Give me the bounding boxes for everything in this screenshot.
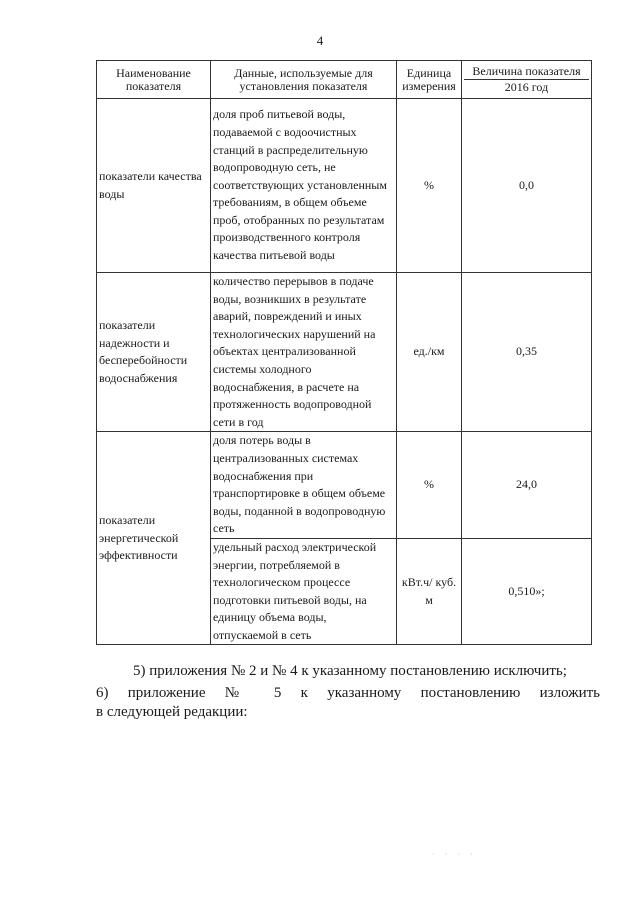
header-value [462, 61, 592, 99]
row-value: 0,35 [462, 273, 592, 432]
table-row [97, 99, 592, 273]
indicators-table [96, 60, 592, 645]
row-value: 0,510»; [462, 538, 592, 645]
row-unit: % [397, 432, 462, 539]
row-data: доля потерь воды в централизованных системах водоснабжения при транспортировке в общем объеме воды, поданной в водопроводную сеть [211, 432, 397, 539]
row-name: показатели энергетической эффективности [97, 432, 211, 645]
row-data: доля проб питьевой воды, подаваемой с водоочистных станций в распределительную водопроводную сеть, не соответствующих установленным требованиям, в общем объеме проб, отобранных по результатам производственного контроля качества питьевой воды [211, 99, 397, 273]
table-row [97, 273, 592, 432]
scan-speckle: · · · · [432, 850, 477, 859]
page-number: 4 [316, 33, 324, 48]
header-value-title: Величина показателя [472, 64, 581, 78]
row-name: показатели качества воды [97, 99, 211, 273]
header-data: Данные, используемые для установления показателя [211, 61, 397, 99]
row-unit: % [397, 99, 462, 273]
row-unit: ед./км [397, 273, 462, 432]
table-header-row [97, 61, 592, 99]
header-name: Наименование показателя [97, 61, 211, 99]
row-unit: кВт.ч/ куб. м [397, 538, 462, 645]
row-name: показатели надежности и бесперебойности водоснабжения [97, 273, 211, 432]
row-data: количество перерывов в подаче воды, возникших в результате аварий, повреждений и иных технологических нарушений на объектах централизованной системы холодного водоснабжения, в расчете на протяженность водопроводной сети в год [211, 273, 397, 432]
header-unit: Единица измерения [397, 61, 462, 99]
table-row [97, 432, 592, 539]
row-value: 24,0 [462, 432, 592, 539]
header-value-year: 2016 год [464, 79, 589, 96]
paragraph-6-line-2: в следующей редакции: [96, 704, 248, 720]
paragraph-6-line-1: 6) приложение № 5 к указанному постановлению изложить [96, 685, 600, 701]
row-data: удельный расход электрической энергии, потребляемой в технологическом процессе подготовки питьевой воды, на единицу объема воды, отпускаемой в сеть [211, 538, 397, 645]
row-value: 0,0 [462, 99, 592, 273]
paragraph-5: 5) приложения № 2 и № 4 к указанному постановлению исключить; [133, 663, 567, 679]
